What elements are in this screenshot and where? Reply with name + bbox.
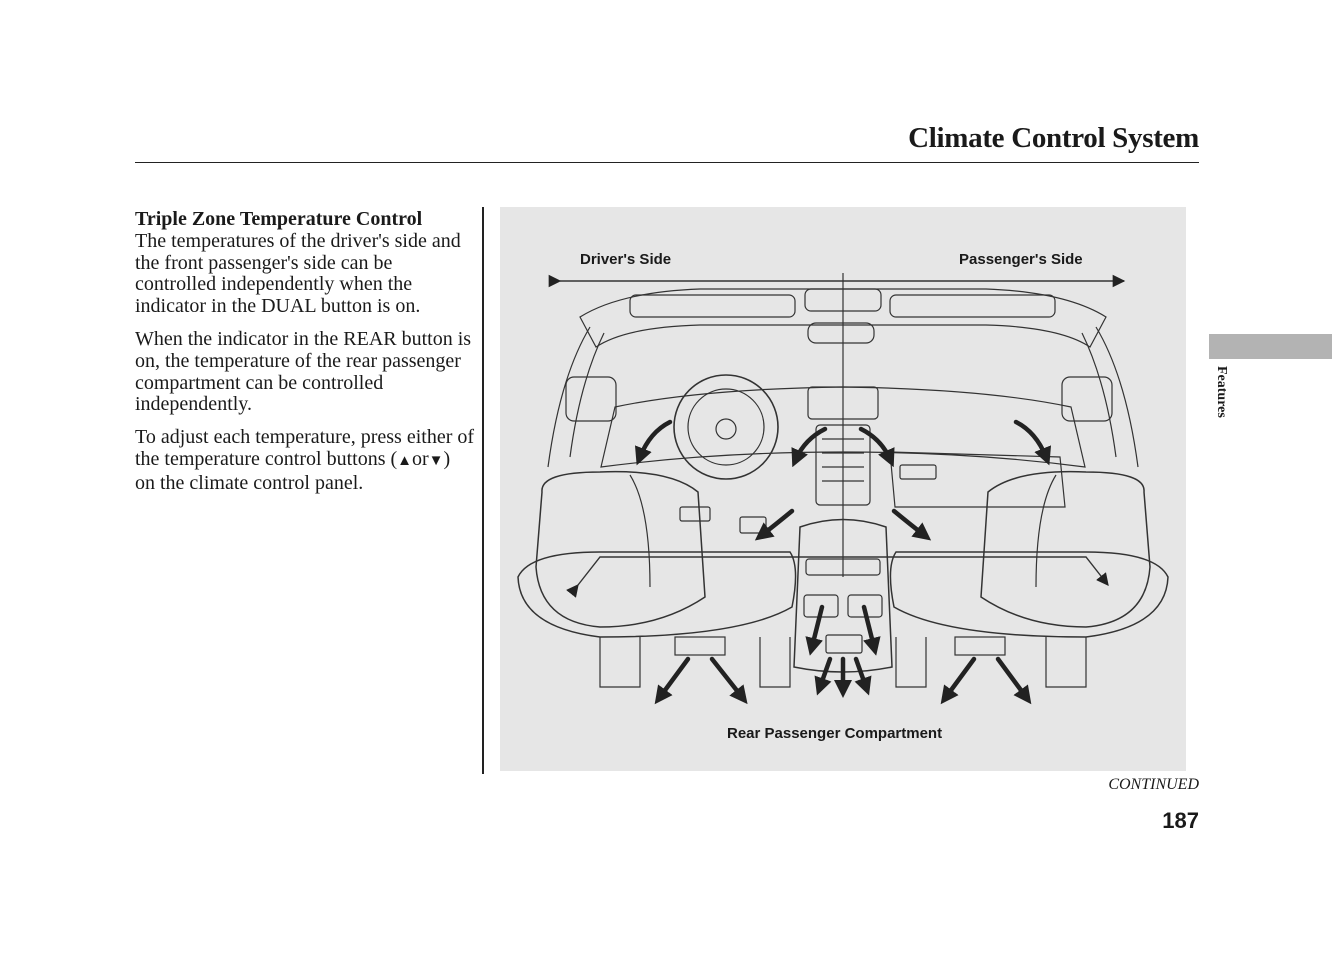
airflow-arrow-icon — [894, 511, 924, 535]
up-triangle-icon: ▲ — [397, 452, 412, 469]
continued-label: CONTINUED — [1108, 776, 1199, 793]
airflow-arrow-icon — [1016, 422, 1046, 457]
column-divider — [482, 207, 484, 774]
steering-wheel — [674, 375, 778, 479]
a-pillar-right — [1096, 327, 1138, 467]
section-tab-label: Features — [1214, 366, 1229, 418]
paragraph-3-start: To adjust each temperature, press either of the temperature control buttons ( — [135, 426, 475, 470]
airflow-arrow-icon — [796, 429, 825, 459]
airflow-arrow-icon — [712, 659, 742, 697]
airflow-arrow-icon — [861, 429, 890, 459]
side-mirror-right — [1062, 377, 1112, 421]
rearview-mirror — [808, 323, 874, 343]
section-tab — [1209, 334, 1332, 359]
sun-visor-left — [630, 295, 795, 317]
airflow-arrow-icon — [820, 659, 830, 687]
passenger-seat — [981, 472, 1150, 627]
paragraph-3 — [135, 427, 475, 494]
airflow-arrow-icon — [856, 659, 866, 687]
airflow-arrow-icon — [946, 659, 974, 697]
drivers-side-label: Driver's Side — [580, 251, 672, 268]
sun-visor-right — [890, 295, 1055, 317]
side-mirror-left — [566, 377, 616, 421]
down-triangle-icon: ▼ — [428, 452, 444, 469]
body-text-column — [135, 209, 475, 506]
airflow-arrow-icon — [864, 607, 874, 647]
paragraph-1 — [135, 209, 475, 318]
rear-compartment-label: Rear Passenger Compartment — [727, 725, 943, 742]
title-rule — [135, 162, 1199, 163]
section-heading: Triple Zone Temperature Control — [135, 208, 423, 230]
cabin-airflow-figure — [500, 207, 1186, 771]
cabin-illustration — [500, 207, 1186, 771]
airflow-arrow-icon — [660, 659, 688, 697]
passengers-side-label: Passenger's Side — [959, 251, 1083, 268]
paragraph-2: When the indicator in the REAR button is on, the temperature of the rear passenger compartment can be controlled independently. — [135, 327, 472, 416]
airflow-arrow-icon — [998, 659, 1026, 697]
page-number: 187 — [1162, 808, 1199, 833]
airflow-arrow-icon — [812, 607, 822, 647]
a-pillar-left — [548, 327, 590, 467]
airflow-arrow-icon — [640, 422, 670, 457]
rear-climate-control — [826, 635, 862, 653]
page-title: Climate Control System — [908, 122, 1199, 154]
paragraph-1-text: The temperatures of the driver's side and the front passenger's side can be controlled independently when the indicator in the DUAL button is on. — [135, 229, 461, 318]
driver-seat — [536, 472, 705, 627]
paragraph-3-or: or — [412, 447, 429, 470]
paragraph-3-end: ) on the climate control panel. — [135, 447, 451, 494]
